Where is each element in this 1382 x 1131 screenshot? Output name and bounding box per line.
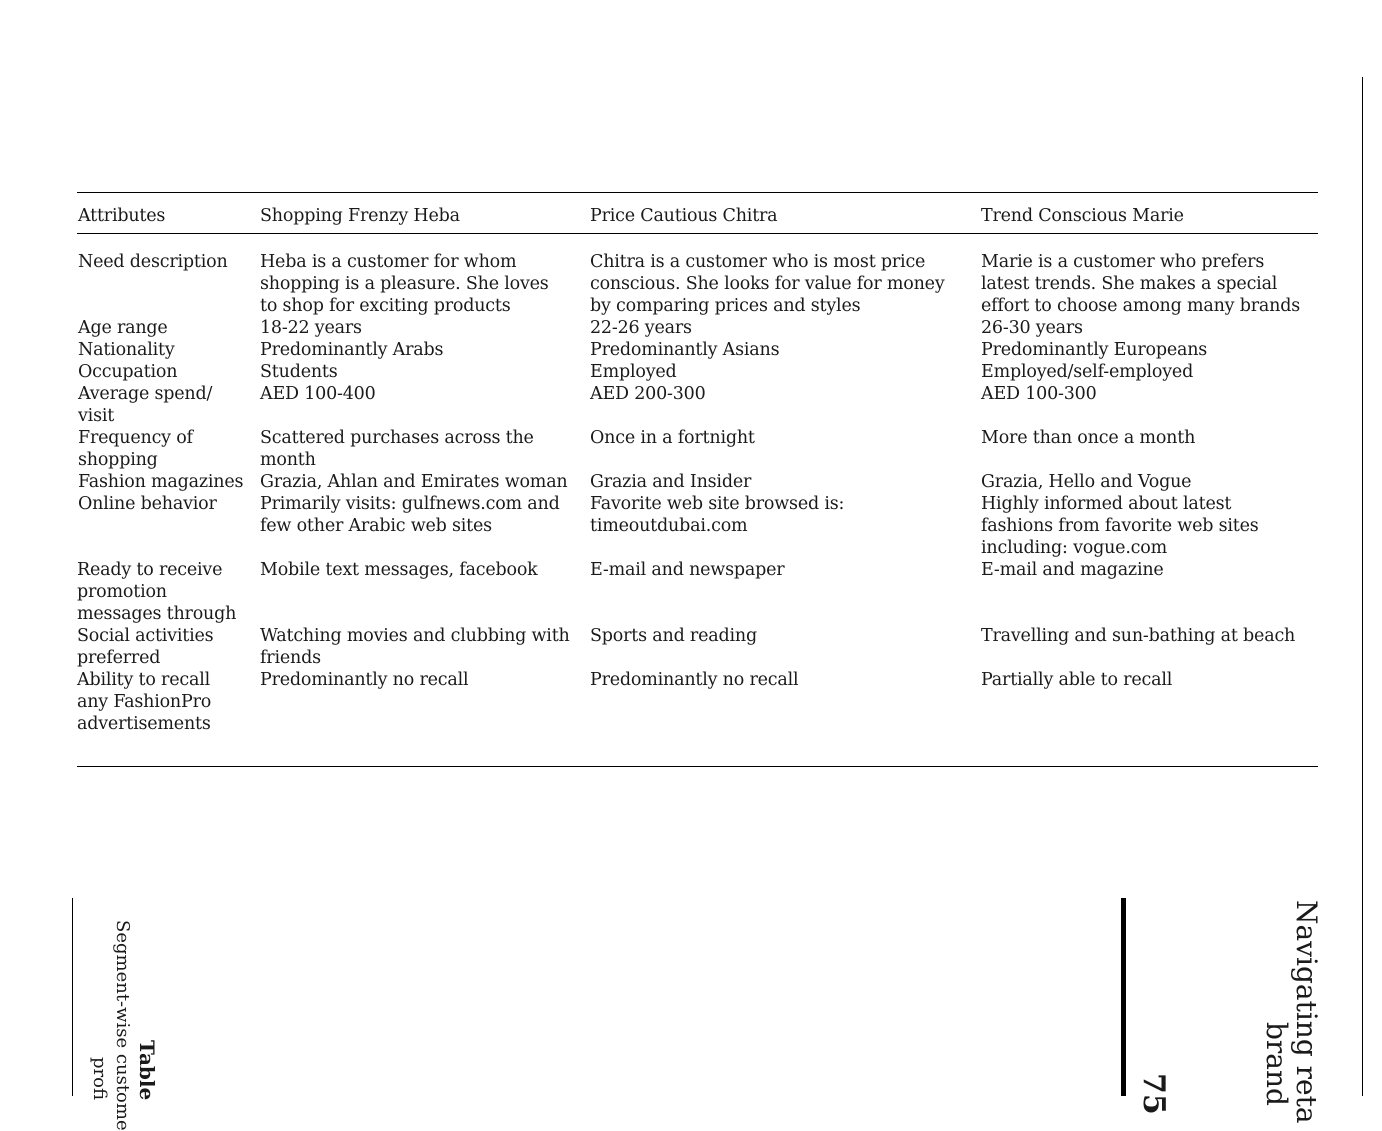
table-caption: Segment-wise custome bbox=[112, 920, 133, 1131]
row-marie: Predominantly Europeans bbox=[981, 340, 1208, 360]
row-chitra: Once in a fortnight bbox=[590, 428, 755, 448]
running-head-rule bbox=[1121, 898, 1126, 1096]
row-attribute: Frequency of shopping bbox=[78, 428, 193, 470]
row-marie: Employed/self-employed bbox=[981, 362, 1194, 382]
row-chitra: AED 200-300 bbox=[590, 384, 706, 404]
row-attribute: Fashion magazines bbox=[78, 472, 244, 492]
row-heba: 18-22 years bbox=[260, 318, 362, 338]
row-marie: Partially able to recall bbox=[981, 670, 1173, 690]
row-attribute: Age range bbox=[78, 318, 168, 338]
row-marie: Highly informed about latest fashions from favorite web sites including: vogue.com bbox=[981, 494, 1259, 558]
row-marie: Grazia, Hello and Vogue bbox=[981, 472, 1192, 492]
row-chitra: E-mail and newspaper bbox=[590, 560, 785, 580]
row-marie: E-mail and magazine bbox=[981, 560, 1164, 580]
header-heba: Shopping Frenzy Heba bbox=[260, 206, 460, 226]
row-marie: AED 100-300 bbox=[981, 384, 1097, 404]
row-chitra: Chitra is a customer who is most price conscious. She looks for value for money by comparing prices and styles bbox=[590, 252, 945, 316]
row-heba: AED 100-400 bbox=[260, 384, 376, 404]
running-title: Navigating reta bbox=[1290, 900, 1323, 1124]
row-marie: 26-30 years bbox=[981, 318, 1083, 338]
page-number: 75 bbox=[1136, 1073, 1171, 1115]
row-attribute: Social activities preferred bbox=[77, 626, 214, 668]
caption-rule bbox=[72, 898, 73, 1096]
row-attribute: Nationality bbox=[78, 340, 175, 360]
row-heba: Primarily visits: gulfnews.com and few other Arabic web sites bbox=[260, 494, 560, 536]
row-chitra: Employed bbox=[590, 362, 677, 382]
row-heba: Grazia, Ahlan and Emirates woman bbox=[260, 472, 568, 492]
row-chitra: Sports and reading bbox=[590, 626, 757, 646]
row-attribute: Ability to recall any FashionPro advertisements bbox=[77, 670, 212, 734]
table-header-row bbox=[77, 205, 1318, 227]
table-top-rule bbox=[77, 192, 1318, 193]
row-attribute: Online behavior bbox=[78, 494, 217, 514]
table-label: Table bbox=[135, 1040, 159, 1101]
row-marie: Marie is a customer who prefers latest trends. She makes a special effort to choose among many brands bbox=[981, 252, 1300, 316]
row-chitra: Favorite web site browsed is: timeoutdubai.com bbox=[590, 494, 845, 536]
table-header-rule bbox=[77, 233, 1318, 234]
row-heba: Heba is a customer for whom shopping is a pleasure. She loves to shop for exciting products bbox=[260, 252, 549, 316]
row-marie: Travelling and sun-bathing at beach bbox=[981, 626, 1296, 646]
header-marie: Trend Conscious Marie bbox=[981, 206, 1184, 226]
table-caption-continued: profi bbox=[89, 1057, 110, 1100]
row-heba: Predominantly Arabs bbox=[260, 340, 444, 360]
row-heba: Scattered purchases across the month bbox=[260, 428, 534, 470]
row-heba: Watching movies and clubbing with friends bbox=[260, 626, 570, 668]
row-heba: Predominantly no recall bbox=[260, 670, 469, 690]
header-attributes: Attributes bbox=[78, 206, 166, 226]
row-attribute: Average spend/ visit bbox=[78, 384, 213, 426]
row-chitra: Grazia and Insider bbox=[590, 472, 752, 492]
row-chitra: Predominantly no recall bbox=[590, 670, 799, 690]
row-marie: More than once a month bbox=[981, 428, 1196, 448]
row-chitra: Predominantly Asians bbox=[590, 340, 780, 360]
row-attribute: Occupation bbox=[78, 362, 178, 382]
table-bottom-rule bbox=[77, 766, 1318, 767]
page-edge-rule bbox=[1362, 77, 1363, 1096]
row-heba: Mobile text messages, facebook bbox=[260, 560, 538, 580]
row-attribute: Ready to receive promotion messages through bbox=[77, 560, 237, 624]
row-chitra: 22-26 years bbox=[590, 318, 692, 338]
header-chitra: Price Cautious Chitra bbox=[590, 206, 778, 226]
running-title-continued: brand bbox=[1260, 1022, 1293, 1106]
row-heba: Students bbox=[260, 362, 338, 382]
row-attribute: Need description bbox=[78, 252, 228, 272]
